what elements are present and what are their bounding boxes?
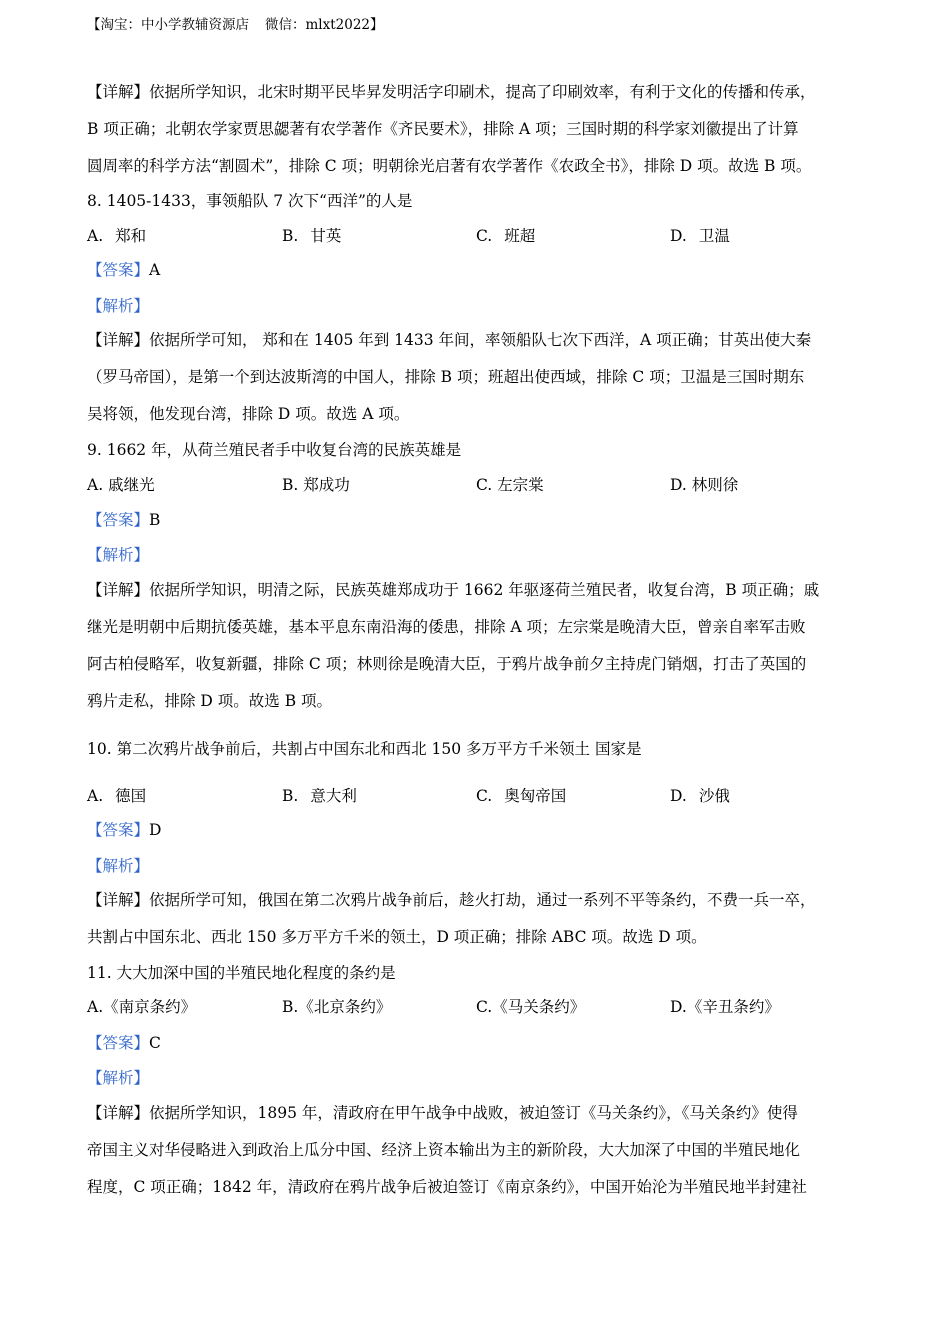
option-b: B. 甘英 [282,227,342,245]
answer-line [87,820,161,840]
answer-label: 【答案】 [87,261,150,279]
option-a: A. 德国 [87,787,147,805]
question-stem: 10. 第二次鸦片战争前后，共割占中国东北和西北 150 多万平方千米领土 国家是 [87,740,642,758]
option-a: A.《南京条约》 [87,998,197,1016]
analysis-label: 【解析】 [87,1069,150,1087]
detail-line: 【详解】依据所学知识，明清之际，民族英雄郑成功于 1662 年驱逐荷兰殖民者，收复台湾，B 项正确；戚 [87,581,820,599]
intro-line: 【详解】依据所学知识，北宋时期平民毕昇发明活字印刷术，提高了印刷效率，有利于文化的传播和传承， [87,83,816,101]
option-c: C. 班超 [476,227,536,245]
analysis-label: 【解析】 [87,297,150,315]
intro-line: 圆周率的科学方法“割圆术”，排除 C 项；明朝徐光启著有农学著作《农政全书》，排除 D 项。故选 B 项。 [87,157,812,175]
answer-line [87,1033,161,1053]
detail-line: 【详解】依据所学可知，俄国在第二次鸦片战争前后，趁火打劫，通过一系列不平等条约，不费一兵一卒， [87,891,816,909]
detail-line: 【详解】依据所学知识，1895 年，清政府在甲午战争中战败，被迫签订《马关条约》，《马关条约》使得 [87,1104,798,1122]
option-c: C. 左宗棠 [476,476,544,494]
answer-value: C [149,1034,161,1052]
question-stem: 8. 1405-1433，事领船队 7 次下“西洋”的人是 [87,192,413,210]
detail-line: 吴将领，他发现台湾，排除 D 项。故选 A 项。 [87,405,410,423]
answer-line [87,260,160,280]
answer-value: D [149,821,162,839]
question-stem: 9. 1662 年，从荷兰殖民者手中收复台湾的民族英雄是 [87,441,462,459]
option-b: B. 意大利 [282,787,357,805]
answer-label: 【答案】 [87,1034,150,1052]
option-c: C. 奥匈帝国 [476,787,567,805]
detail-line: 共割占中国东北、西北 150 多万平方千米的领土，D 项正确；排除 ABC 项。故选 D 项。 [87,928,707,946]
detail-line: 鸦片走私，排除 D 项。故选 B 项。 [87,692,333,710]
detail-line: 阿古柏侵略军，收复新疆，排除 C 项；林则徐是晚清大臣，于鸦片战争前夕主持虎门销烟，打击了英国的 [87,655,807,673]
analysis-label: 【解析】 [87,546,150,564]
answer-value: B [149,511,161,529]
option-b: B. 郑成功 [282,476,350,494]
analysis-line [87,296,149,316]
option-a: A. 郑和 [87,227,147,245]
answer-label: 【答案】 [87,821,150,839]
option-a: A. 戚继光 [87,476,155,494]
answer-label: 【答案】 [87,511,150,529]
detail-line: 帝国主义对华侵略进入到政治上瓜分中国、经济上资本输出为主的新阶段，大大加深了中国的半殖民地化 [87,1141,801,1159]
header-shop: 【淘宝：中小学教辅资源店 [87,17,249,33]
analysis-label: 【解析】 [87,857,150,875]
option-d: D. 沙俄 [670,787,730,805]
analysis-line [87,1068,149,1088]
option-b: B.《北京条约》 [282,998,392,1016]
answer-line [87,510,160,530]
detail-line: 程度，C 项正确；1842 年，清政府在鸦片战争后被迫签订《南京条约》，中国开始沦为半殖民地半封建社 [87,1178,807,1196]
detail-line: 继光是明朝中后期抗倭英雄，基本平息东南沿海的倭患，排除 A 项；左宗棠是晚清大臣，曾亲自率军击败 [87,618,806,636]
analysis-line [87,856,149,876]
analysis-line [87,545,149,565]
option-d: D.《辛丑条约》 [670,998,780,1016]
option-d: D. 卫温 [670,227,730,245]
answer-value: A [149,261,161,279]
option-d: D. 林则徐 [670,476,739,494]
detail-line: （罗马帝国），是第一个到达波斯湾的中国人，排除 B 项；班超出使西域，排除 C 项；卫温是三国时期东 [87,368,805,386]
question-stem: 11. 大大加深中国的半殖民地化程度的条约是 [87,964,396,982]
option-c: C.《马关条约》 [476,998,586,1016]
page-header [87,13,384,33]
detail-line: 【详解】依据所学可知， 郑和在 1405 年到 1433 年间，率领船队七次下西洋，A 项正确；甘英出使大秦 [87,331,812,349]
intro-line: B 项正确；北朝农学家贾思勰著有农学著作《齐民要术》，排除 A 项；三国时期的科学家刘徽提出了计算 [87,120,799,138]
header-wechat: 微信：mlxt2022】 [265,17,384,33]
